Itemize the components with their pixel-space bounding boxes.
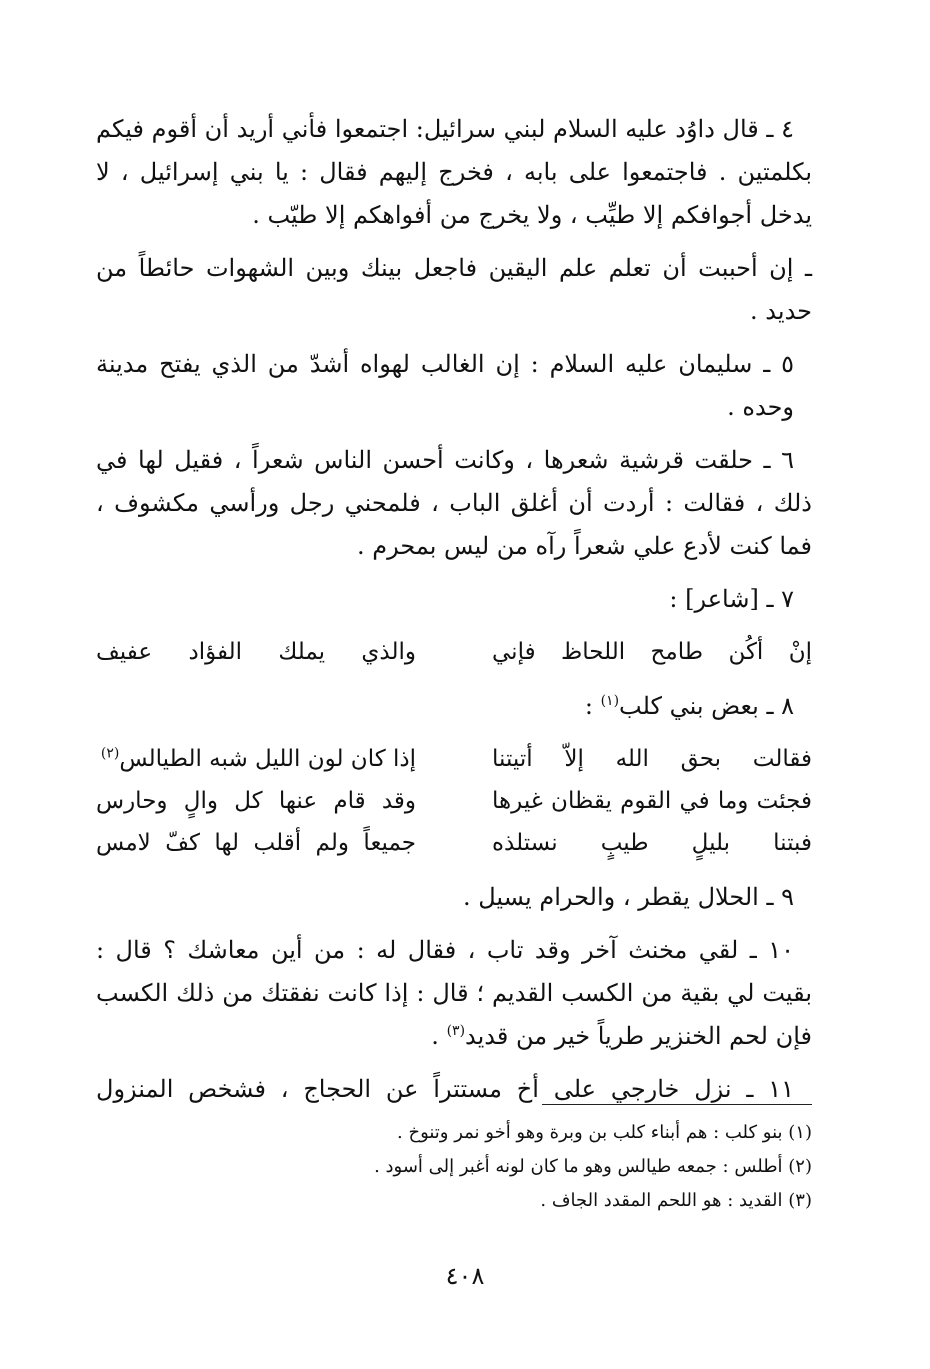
verse-line — [96, 780, 812, 822]
page-number: ٤٠٨ — [445, 1262, 485, 1290]
item-8-heading — [96, 685, 812, 728]
heading-end: : — [584, 692, 601, 720]
text-line: ١١ ـ نزل خارجي على أخ مستتراً عن الحجاج ، فشخص المنزول — [96, 1075, 794, 1103]
paragraph-4 — [96, 108, 812, 237]
text-line: حديد . — [750, 297, 812, 325]
verse-second-hemistich: والذي يملك الفؤاد عفيف — [96, 639, 416, 665]
footnote-3: (٣) القديد : هو اللحم المقدد الجاف . — [540, 1190, 812, 1211]
page-body — [96, 108, 812, 1121]
verse-first-hemistich: إنْ أكُن طامح اللحاظ فإني — [492, 639, 812, 665]
text-line: فما كنت لأدع علي شعراً رآه من ليس بمحرم . — [356, 532, 812, 560]
hemistich-text: إذا كان لون الليل شبه الطيالس — [119, 746, 416, 772]
paragraph-5 — [96, 343, 812, 429]
verse-line — [96, 631, 812, 673]
text-line: ـ إن أحببت أن تعلم علم اليقين فاجعل بينك وبين الشهوات حائطاً من — [96, 254, 812, 282]
text-line: ١٠ ـ لقي مخنث آخر وقد تاب ، فقال له : من أين معاشك ؟ قال : — [96, 936, 794, 964]
item-10 — [96, 929, 812, 1058]
text-line: ذلك ، فقالت : أردت أن أغلق الباب ، فلمحني رجل ورأسي مكشوف ، — [96, 489, 812, 517]
paragraph-6 — [96, 439, 812, 568]
verse-first-hemistich: فجئت وما في القوم يقظان غيرها — [492, 788, 812, 814]
heading-text: ٨ ـ بعض بني كلب — [619, 692, 794, 720]
text-line: بكلمتين . فاجتمعوا على بابه ، فخرج إليهم فقال : يا بني إسرائيل ، لا — [96, 158, 812, 186]
item-8-verses — [96, 738, 812, 864]
text-line: ٥ ـ سليمان عليه السلام : إن الغالب لهواه أشدّ من الذي يفتح مدينة وحده . — [96, 350, 794, 421]
verse-line — [96, 738, 812, 780]
item-7-verse — [96, 631, 812, 673]
paragraph-4b — [96, 247, 812, 333]
verse-second-hemistich — [96, 738, 416, 780]
footnote-1: (١) بنو كلب : هم أبناء كلب بن وبرة وهو أخو نمر وتنوخ . — [397, 1122, 812, 1143]
footnote-ref: (٢) — [100, 745, 120, 762]
item-7-heading — [96, 578, 812, 621]
text-line — [96, 1015, 812, 1058]
footnote-ref: (٣) — [446, 1023, 466, 1039]
footnote-2: (٢) أطلس : جمعه طيالس وهو ما كان لونه أغبر إلى أسود . — [374, 1156, 812, 1177]
text-line: ٤ ـ قال داوُد عليه السلام لبني سرائيل: اجتمعوا فأني أريد أن أقوم فيكم — [96, 115, 794, 143]
text-line: ٦ ـ حلقت قرشية شعرها ، وكانت أحسن الناس شعراً ، فقيل لها في — [96, 446, 794, 474]
footnote-divider — [542, 1104, 812, 1105]
text-line: ٧ ـ [شاعر] : — [669, 585, 794, 613]
footnote-ref: (١) — [600, 693, 620, 709]
text-line: ٩ ـ الحلال يقطر ، والحرام يسيل . — [462, 883, 794, 911]
item-9 — [96, 876, 812, 919]
verse-second-hemistich: جميعاً ولم أقلب لها كفّ لامس — [96, 830, 416, 856]
text-line: بقيت لي بقية من الكسب القديم ؛ قال : إذا كانت نفقتك من ذلك الكسب — [96, 979, 812, 1007]
line-text: فإن لحم الخنزير طرياً خير من قديد — [465, 1022, 812, 1050]
text-line: يدخل أجوافكم إلا طيِّب ، ولا يخرج من أفواهكم إلا طيّب . — [252, 201, 812, 229]
line-end: . — [431, 1022, 447, 1050]
verse-second-hemistich: وقد قام عنها كل والٍ وحارس — [96, 788, 416, 814]
verse-first-hemistich: فقالت بحق الله إلاّ أتيتنا — [492, 746, 812, 772]
verse-line — [96, 822, 812, 864]
verse-first-hemistich: فبتنا بليلٍ طيبٍ نستلذه — [492, 830, 812, 856]
text-line — [96, 685, 794, 728]
footnotes — [112, 1116, 812, 1218]
